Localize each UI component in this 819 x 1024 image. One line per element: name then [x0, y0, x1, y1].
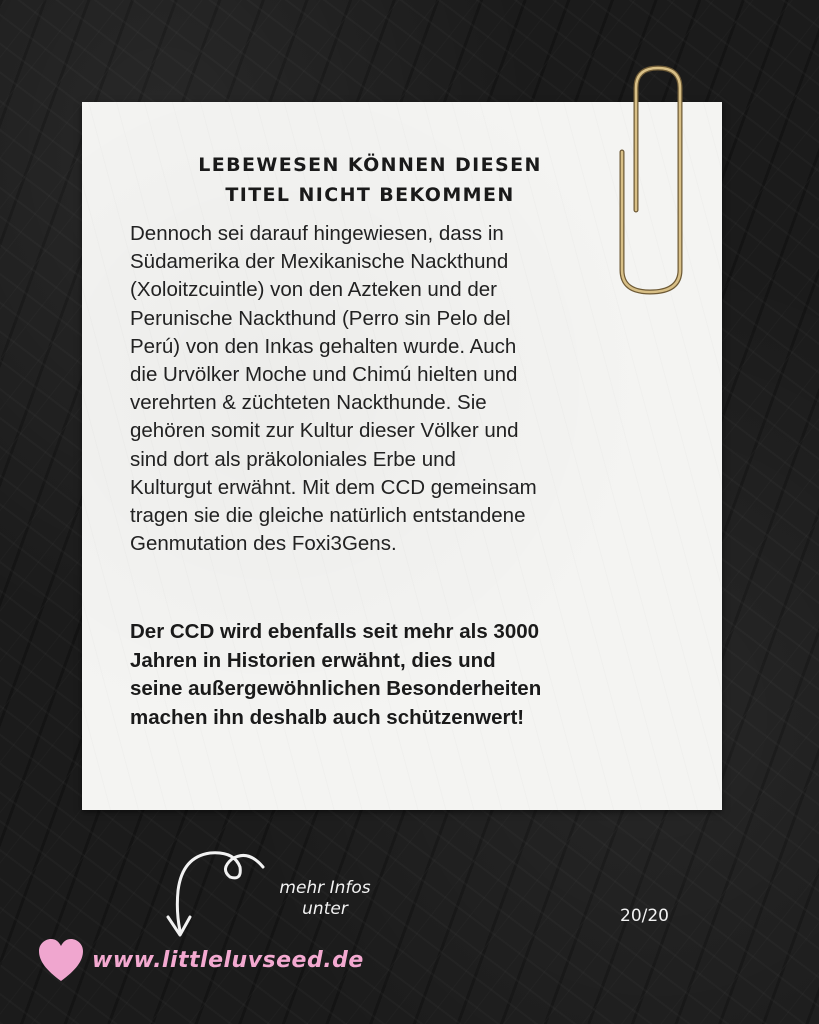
page-number: 20/20 — [620, 906, 669, 926]
card-title-line: TITEL NICHT BEKOMMEN — [225, 184, 515, 206]
card-title — [140, 150, 600, 210]
body-paragraph — [130, 220, 680, 558]
body-line: die Urvölker Moche und Chimú hielten und — [130, 363, 518, 387]
card-title-line: LEBEWESEN KÖNNEN DIESEN — [198, 154, 542, 176]
body-line: (Xoloitzcuintle) von den Azteken und der — [130, 278, 497, 302]
body-line: Genmutation des Foxi3Gens. — [130, 532, 397, 556]
bold-paragraph — [130, 618, 690, 732]
body-line: verehrten & züchteten Nackthunde. Sie — [130, 391, 487, 415]
body-line: sind dort als präkoloniales Erbe und — [130, 447, 456, 471]
body-line: tragen sie die gleiche natürlich entstandene — [130, 504, 526, 528]
body-line: Perunische Nackthund (Perro sin Pelo del — [130, 306, 511, 330]
body-line: Dennoch sei darauf hingewiesen, dass in — [130, 222, 504, 245]
bold-line: Jahren in Historien erwähnt, dies und — [130, 648, 496, 672]
more-info-line: unter — [302, 899, 348, 919]
bold-line: seine außergewöhnlichen Besonderheiten — [130, 677, 542, 700]
bold-line: machen ihn deshalb auch schützenwert! — [130, 705, 525, 729]
bold-line: Der CCD wird ebenfalls seit mehr als 3000 — [130, 620, 540, 643]
body-line: Südamerika der Mexikanische Nackthund — [130, 250, 509, 274]
body-line: Kulturgut erwähnt. Mit dem CCD gemeinsam — [130, 475, 537, 499]
heart-icon — [36, 936, 86, 986]
website-link[interactable]: www.littleluvseed.de — [92, 948, 364, 973]
more-info-line: mehr Infos — [279, 878, 371, 898]
body-line: Perú) von den Inkas gehalten wurde. Auch — [130, 334, 517, 358]
more-info-label — [250, 878, 400, 920]
body-line: gehören somit zur Kultur dieser Völker und — [130, 419, 519, 443]
